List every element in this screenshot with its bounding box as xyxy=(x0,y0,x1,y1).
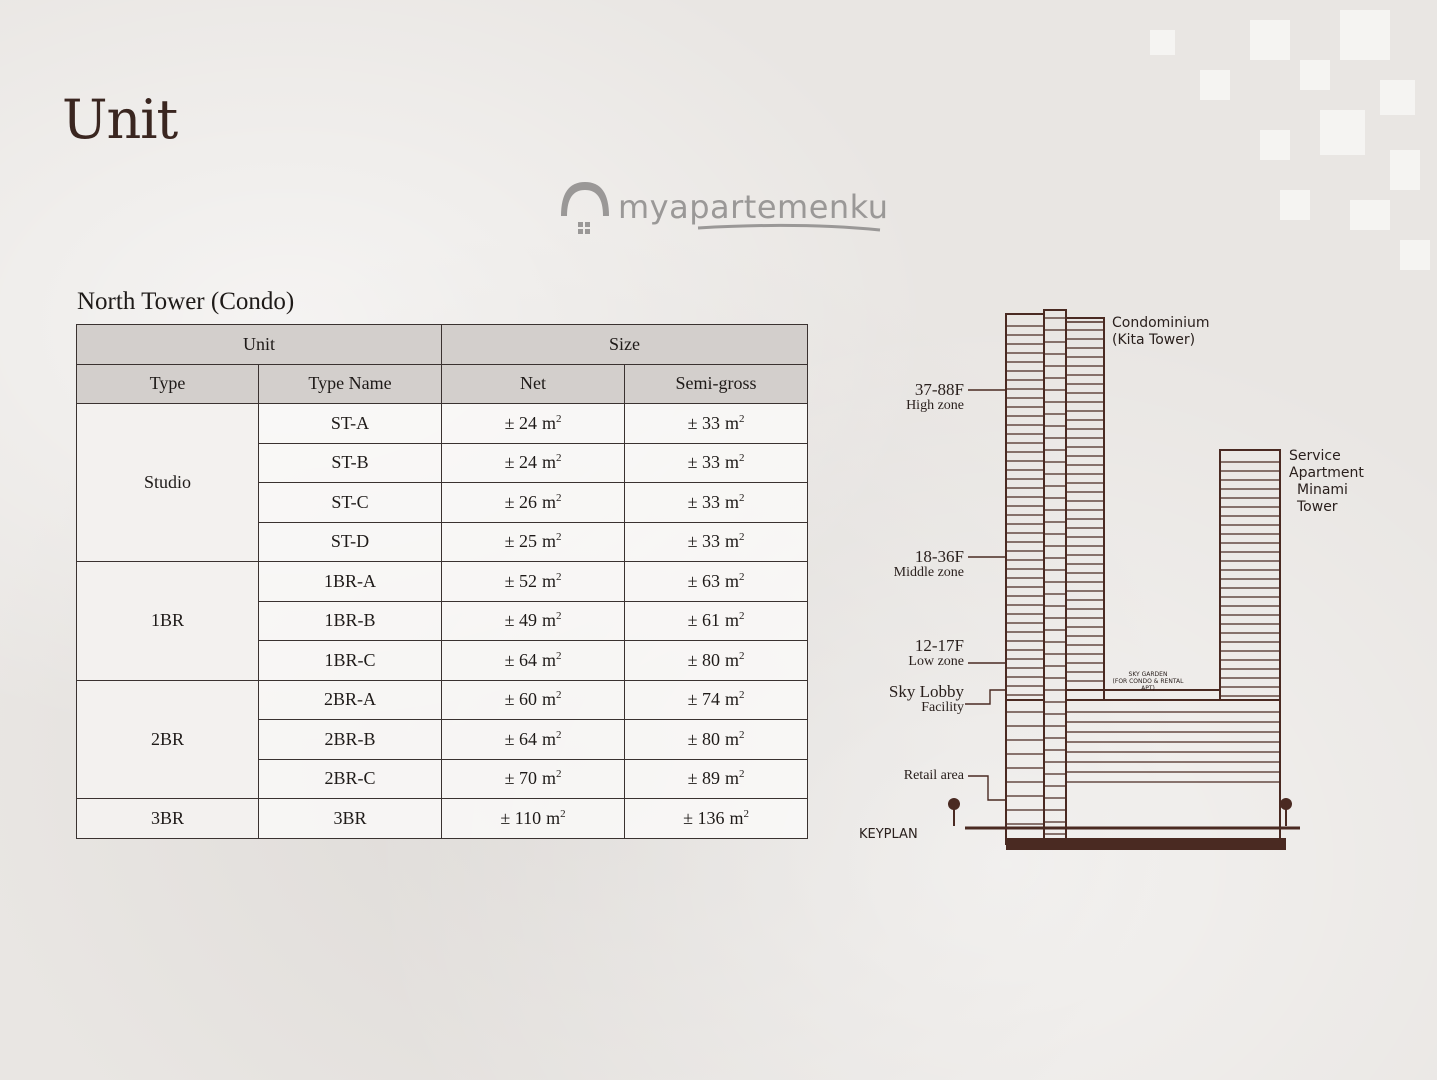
semi-gross-size-cell: ± 33 $m^2$ xyxy=(625,483,808,523)
net-size-cell: ± 25 $m^2$ xyxy=(442,522,625,562)
semi-gross-size-cell: ± 89 $m^2$ xyxy=(625,759,808,799)
semi-gross-size-cell: ± 63 $m^2$ xyxy=(625,562,808,602)
type-name-cell: ST-B xyxy=(259,443,442,483)
net-size-cell: ± 49 $m^2$ xyxy=(442,601,625,641)
net-size-cell: ± 24 $m^2$ xyxy=(442,443,625,483)
watermark xyxy=(558,178,888,238)
type-name-cell: 1BR-A xyxy=(259,562,442,602)
semi-gross-size-cell: ± 136 $m^2$ xyxy=(625,799,808,839)
condo-tower-right-shaft xyxy=(1066,318,1104,690)
type-cell: Studio xyxy=(77,404,259,562)
header-semi-gross: Semi-gross xyxy=(625,364,808,404)
zone-high-label: 37-88F High zone xyxy=(906,380,964,413)
header-type-name: Type Name xyxy=(259,364,442,404)
header-unit: Unit xyxy=(77,325,442,365)
sky-lobby-label: Sky Lobby Facility xyxy=(888,682,964,715)
service-apartment-label: Service Apartment Minami Tower xyxy=(1289,448,1364,515)
condo-tower-left-shaft xyxy=(1006,314,1044,844)
header-size: Size xyxy=(442,325,808,365)
page-title: Unit xyxy=(62,88,178,151)
type-name-cell: 1BR-C xyxy=(259,641,442,681)
type-cell: 2BR xyxy=(77,680,259,799)
watermark-swoosh-icon xyxy=(618,220,888,240)
net-size-cell: ± 52 $m^2$ xyxy=(442,562,625,602)
type-name-cell: ST-C xyxy=(259,483,442,523)
sky-garden-label: SKY GARDEN (FOR CONDO & RENTAL APT) xyxy=(1112,671,1184,692)
net-size-cell: ± 64 $m^2$ xyxy=(442,720,625,760)
net-size-cell: ± 60 $m^2$ xyxy=(442,680,625,720)
zone-low-label: 12-17F Low zone xyxy=(908,636,964,669)
type-name-cell: ST-A xyxy=(259,404,442,444)
zone-middle-label: 18-36F Middle zone xyxy=(893,547,964,580)
semi-gross-size-cell: ± 33 $m^2$ xyxy=(625,404,808,444)
section-title: North Tower (Condo) xyxy=(77,288,295,315)
tree-left-icon xyxy=(948,798,960,810)
type-name-cell: 1BR-B xyxy=(259,601,442,641)
watermark-text: myapartemenku xyxy=(618,188,889,226)
unit-size-table xyxy=(76,324,808,839)
semi-gross-size-cell: ± 61 $m^2$ xyxy=(625,601,808,641)
table-body xyxy=(77,404,808,839)
semi-gross-size-cell: ± 80 $m^2$ xyxy=(625,641,808,681)
type-name-cell: 2BR-B xyxy=(259,720,442,760)
net-size-cell: ± 26 $m^2$ xyxy=(442,483,625,523)
tree-right-icon xyxy=(1280,798,1292,810)
semi-gross-size-cell: ± 33 $m^2$ xyxy=(625,443,808,483)
header-type: Type xyxy=(77,364,259,404)
net-size-cell: ± 70 $m^2$ xyxy=(442,759,625,799)
net-size-cell: ± 64 $m^2$ xyxy=(442,641,625,681)
retail-label: Retail area xyxy=(903,768,964,783)
table-row xyxy=(77,799,808,839)
semi-gross-size-cell: ± 74 $m^2$ xyxy=(625,680,808,720)
semi-gross-size-cell: ± 33 $m^2$ xyxy=(625,522,808,562)
semi-gross-size-cell: ± 80 $m^2$ xyxy=(625,720,808,760)
minami-tower xyxy=(1220,450,1280,700)
condo-label: Condominium (Kita Tower) xyxy=(1112,315,1210,348)
table-row xyxy=(77,680,808,720)
net-size-cell: ± 24 $m^2$ xyxy=(442,404,625,444)
type-cell: 3BR xyxy=(77,799,259,839)
keyplan-label: KEYPLAN xyxy=(859,827,918,842)
table-row xyxy=(77,404,808,444)
condo-tower-core xyxy=(1044,310,1066,840)
net-size-cell: ± 110 $m^2$ xyxy=(442,799,625,839)
podium-block xyxy=(1066,700,1280,845)
ground-slab xyxy=(1006,838,1286,850)
type-name-cell: 2BR-C xyxy=(259,759,442,799)
table-row xyxy=(77,562,808,602)
type-name-cell: 2BR-A xyxy=(259,680,442,720)
house-logo-icon xyxy=(558,178,618,238)
type-cell: 1BR xyxy=(77,562,259,681)
type-name-cell: ST-D xyxy=(259,522,442,562)
type-name-cell: 3BR xyxy=(259,799,442,839)
header-net: Net xyxy=(442,364,625,404)
